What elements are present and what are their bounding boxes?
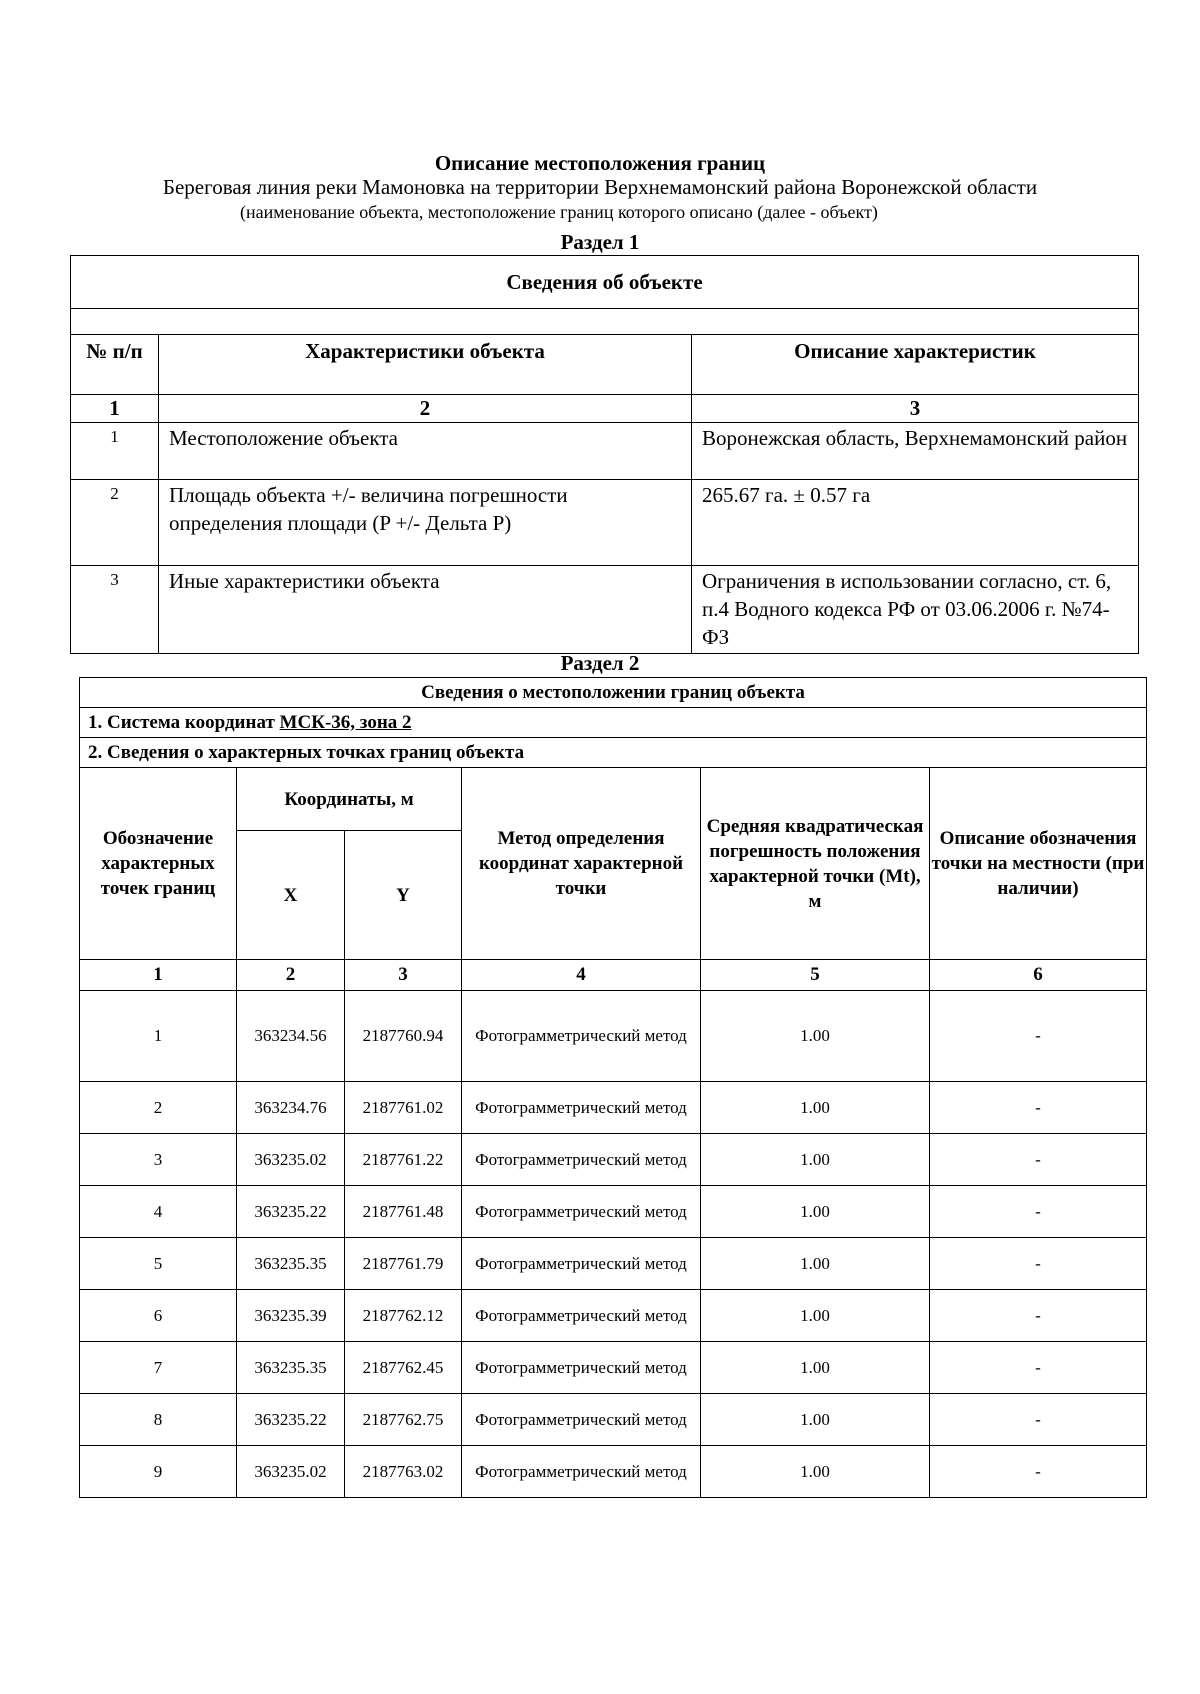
coordinate-x: 363235.22 (237, 1394, 345, 1446)
determination-method: Фотограмметрический метод (462, 1394, 701, 1446)
column-number: 3 (692, 395, 1139, 423)
table-row (80, 1342, 1147, 1394)
coordinate-y: 2187762.75 (345, 1394, 462, 1446)
object-info-table-title: Сведения об объекте (71, 256, 1139, 309)
characteristic-name: Местоположение объекта (159, 423, 692, 480)
header-point-designation: Обозначение характерных точек границ (80, 768, 237, 960)
row-number: 2 (71, 480, 159, 566)
determination-method: Фотограмметрический метод (462, 1446, 701, 1498)
column-number: 1 (80, 960, 237, 991)
point-label: 6 (80, 1290, 237, 1342)
point-description: - (930, 1290, 1147, 1342)
column-header-description: Описание характеристик (692, 335, 1139, 395)
point-label: 5 (80, 1238, 237, 1290)
mean-square-error: 1.00 (701, 991, 930, 1082)
point-description: - (930, 1394, 1147, 1446)
coordinate-y: 2187761.48 (345, 1186, 462, 1238)
table-row (80, 1186, 1147, 1238)
header-x: X (237, 831, 345, 960)
coordinate-y: 2187760.94 (345, 991, 462, 1082)
determination-method: Фотограмметрический метод (462, 1290, 701, 1342)
coordinate-y: 2187762.12 (345, 1290, 462, 1342)
mean-square-error: 1.00 (701, 1238, 930, 1290)
coordinate-x: 363234.56 (237, 991, 345, 1082)
coordinate-y: 2187763.02 (345, 1446, 462, 1498)
object-name-caption: (наименование объекта, местоположение границ которого описано (далее - объект) (240, 202, 878, 222)
coordinate-system-name: МСК-36, зона 2 (279, 711, 412, 733)
boundary-table-title: Сведения о местоположении границ объекта (80, 678, 1147, 708)
section-1-title: Раздел 1 (560, 230, 640, 254)
table-row (80, 991, 1147, 1082)
characteristic-description: 265.67 га. ± 0.57 га (692, 480, 1139, 566)
mean-square-error: 1.00 (701, 1394, 930, 1446)
coordinate-y: 2187761.02 (345, 1082, 462, 1134)
point-description: - (930, 1082, 1147, 1134)
determination-method: Фотограмметрический метод (462, 1186, 701, 1238)
coordinate-y: 2187761.22 (345, 1134, 462, 1186)
header-point-description: Описание обозначения точки на местности (при наличии) (930, 768, 1147, 960)
point-description: - (930, 1446, 1147, 1498)
table-row (71, 423, 1139, 480)
column-number: 6 (930, 960, 1147, 991)
column-header-characteristics: Характеристики объекта (159, 335, 692, 395)
characteristic-description: Ограничения в использовании согласно, ст. 6, п.4 Водного кодекса РФ от 03.06.2006 г. №74-ФЗ (692, 566, 1139, 654)
column-number: 1 (71, 395, 159, 423)
object-info-table (70, 255, 1139, 654)
header-method: Метод определения координат характерной точки (462, 768, 701, 960)
coordinate-system (80, 708, 1147, 738)
determination-method: Фотограмметрический метод (462, 991, 701, 1082)
coordinate-x: 363235.39 (237, 1290, 345, 1342)
coordinate-y: 2187762.45 (345, 1342, 462, 1394)
table-row (80, 1238, 1147, 1290)
point-label: 1 (80, 991, 237, 1082)
characteristic-name: Площадь объекта +/- величина погрешности определения площади (P +/- Дельта P) (159, 480, 692, 566)
coordinate-x: 363235.02 (237, 1134, 345, 1186)
header-coordinates: Координаты, м (237, 768, 462, 831)
point-description: - (930, 991, 1147, 1082)
mean-square-error: 1.00 (701, 1342, 930, 1394)
column-header-number: № п/п (71, 335, 159, 395)
coordinate-x: 363234.76 (237, 1082, 345, 1134)
coordinate-y: 2187761.79 (345, 1238, 462, 1290)
table-row (80, 1290, 1147, 1342)
determination-method: Фотограмметрический метод (462, 1238, 701, 1290)
determination-method: Фотограмметрический метод (462, 1342, 701, 1394)
object-name: Береговая линия реки Мамоновка на территории Верхнемамонский района Воронежской области (162, 175, 1038, 199)
point-label: 4 (80, 1186, 237, 1238)
column-number: 5 (701, 960, 930, 991)
characteristic-name: Иные характеристики объекта (159, 566, 692, 654)
table-row (80, 1134, 1147, 1186)
point-label: 9 (80, 1446, 237, 1498)
row-number: 3 (71, 566, 159, 654)
blank-row (71, 309, 1139, 335)
characteristic-description: Воронежская область, Верхнемамонский район (692, 423, 1139, 480)
point-description: - (930, 1238, 1147, 1290)
table-row (80, 1394, 1147, 1446)
point-label: 2 (80, 1082, 237, 1134)
document-title: Описание местоположения границ (434, 151, 766, 175)
coordinate-x: 363235.02 (237, 1446, 345, 1498)
column-number: 3 (345, 960, 462, 991)
point-label: 3 (80, 1134, 237, 1186)
row-number: 1 (71, 423, 159, 480)
table-row (71, 566, 1139, 654)
mean-square-error: 1.00 (701, 1186, 930, 1238)
point-description: - (930, 1186, 1147, 1238)
header-y: Y (345, 831, 462, 960)
header-mean-error: Средняя квадратическая погрешность положения характерной точки (Mt), м (701, 768, 930, 960)
points-section-title: 2. Сведения о характерных точках границ объекта (80, 738, 1147, 768)
mean-square-error: 1.00 (701, 1446, 930, 1498)
boundary-points-table (79, 677, 1147, 1498)
point-description: - (930, 1134, 1147, 1186)
mean-square-error: 1.00 (701, 1290, 930, 1342)
point-label: 8 (80, 1394, 237, 1446)
table-row (80, 1082, 1147, 1134)
point-description: - (930, 1342, 1147, 1394)
table-row (80, 1446, 1147, 1498)
mean-square-error: 1.00 (701, 1082, 930, 1134)
coordinate-x: 363235.35 (237, 1342, 345, 1394)
coordinate-system-label: 1. Система координат (88, 711, 280, 733)
determination-method: Фотограмметрический метод (462, 1082, 701, 1134)
coordinate-x: 363235.35 (237, 1238, 345, 1290)
table-row (71, 480, 1139, 566)
point-label: 7 (80, 1342, 237, 1394)
mean-square-error: 1.00 (701, 1134, 930, 1186)
determination-method: Фотограмметрический метод (462, 1134, 701, 1186)
coordinate-x: 363235.22 (237, 1186, 345, 1238)
column-number: 2 (237, 960, 345, 991)
column-number: 4 (462, 960, 701, 991)
column-number: 2 (159, 395, 692, 423)
section-2-title: Раздел 2 (560, 651, 640, 675)
